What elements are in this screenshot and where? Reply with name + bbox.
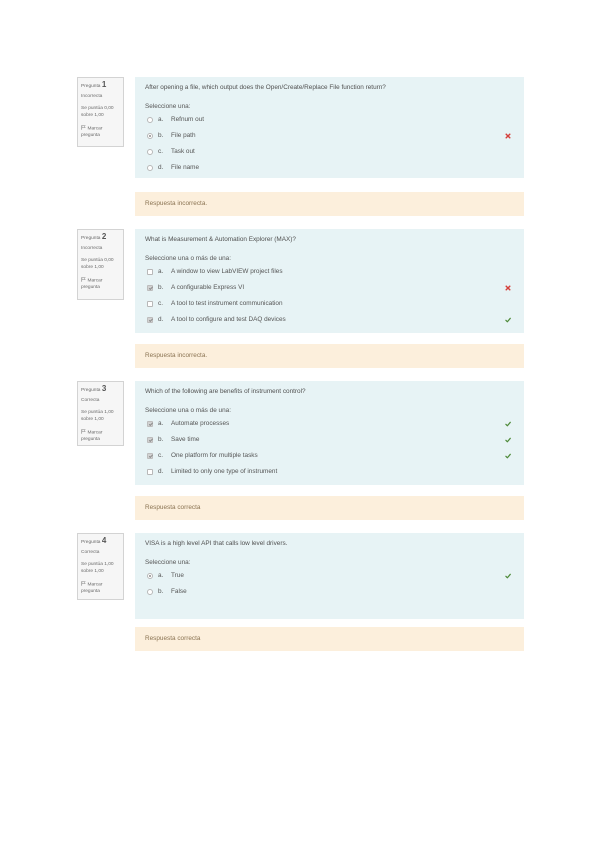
question-content xyxy=(135,229,524,333)
checkbox[interactable] xyxy=(147,469,153,475)
option-letter: b. xyxy=(158,436,164,443)
checkbox[interactable] xyxy=(147,453,153,459)
question-state: Correcta xyxy=(81,397,100,403)
option-text: Refnum out xyxy=(171,116,205,123)
check-icon xyxy=(505,453,511,459)
flag-question-label: Marcar pregunta xyxy=(81,126,103,138)
answer-option xyxy=(145,584,514,600)
question-number-value: 3 xyxy=(101,384,107,393)
feedback-text: Respuesta correcta xyxy=(145,635,201,642)
answer-prompt: Seleccione una: xyxy=(145,103,191,110)
radio-button[interactable] xyxy=(147,165,153,171)
radio-button[interactable] xyxy=(147,589,153,595)
cross-icon xyxy=(505,133,511,139)
question-number-label: Pregunta xyxy=(81,236,101,241)
flag-question-link[interactable] xyxy=(81,125,120,140)
feedback-box xyxy=(135,344,524,368)
option-text: A tool to configure and test DAQ devices xyxy=(171,316,286,323)
answer-option xyxy=(145,160,514,176)
answer-prompt: Seleccione una: xyxy=(145,559,191,566)
answer-option xyxy=(145,264,514,280)
question-text: Which of the following are benefits of instrument control? xyxy=(145,388,306,395)
question-text: What is Measurement & Automation Explorer (MAX)? xyxy=(145,236,296,243)
answer-prompt: Seleccione una o más de una: xyxy=(145,407,231,414)
question-grade: Se puntúa 0,00 sobre 1,00 xyxy=(81,257,114,270)
option-letter: b. xyxy=(158,284,164,291)
flag-question-label: Marcar pregunta xyxy=(81,430,103,442)
option-letter: d. xyxy=(158,164,164,171)
flag-question-label: Marcar pregunta xyxy=(81,582,103,594)
question-content xyxy=(135,381,524,485)
answer-option xyxy=(145,296,514,312)
question-state: Incorrecta xyxy=(81,93,103,99)
option-text: A tool to test instrument communication xyxy=(171,300,283,307)
question-text: After opening a file, which output does the Open/Create/Replace File function return? xyxy=(145,84,386,91)
feedback-box xyxy=(135,496,524,520)
option-letter: a. xyxy=(158,268,164,275)
check-icon xyxy=(505,317,511,323)
answer-list xyxy=(145,264,514,328)
feedback-text: Respuesta correcta xyxy=(145,504,201,511)
answer-list xyxy=(145,416,514,480)
option-text: A window to view LabVIEW project files xyxy=(171,268,283,275)
flag-icon xyxy=(81,429,86,434)
option-text: Save time xyxy=(171,436,200,443)
option-text: File name xyxy=(171,164,200,171)
question-number-value: 4 xyxy=(101,536,107,545)
radio-button[interactable] xyxy=(147,117,153,123)
answer-option xyxy=(145,144,514,160)
question-state: Correcta xyxy=(81,549,100,555)
option-text: Automate processes xyxy=(171,420,230,427)
option-letter: d. xyxy=(158,316,164,323)
radio-button[interactable] xyxy=(147,133,153,139)
question-info xyxy=(77,533,124,600)
option-letter: c. xyxy=(158,300,163,307)
answer-option xyxy=(145,568,514,584)
feedback-text: Respuesta incorrecta. xyxy=(145,200,208,207)
flag-question-link[interactable] xyxy=(81,581,120,596)
answer-option xyxy=(145,416,514,432)
option-letter: d. xyxy=(158,468,164,475)
answer-option xyxy=(145,464,514,480)
question-grade: Se puntúa 0,00 sobre 1,00 xyxy=(81,105,114,118)
question-grade: Se puntúa 1,00 sobre 1,00 xyxy=(81,561,114,574)
question-info xyxy=(77,77,124,147)
flag-icon xyxy=(81,581,86,586)
checkbox[interactable] xyxy=(147,285,153,291)
question-number xyxy=(81,80,120,90)
answer-prompt: Seleccione una o más de una: xyxy=(145,255,231,262)
option-letter: c. xyxy=(158,148,163,155)
question-text: VISA is a high level API that calls low level drivers. xyxy=(145,540,288,547)
question-grade: Se puntúa 1,00 sobre 1,00 xyxy=(81,409,114,422)
option-letter: a. xyxy=(158,572,164,579)
answer-option xyxy=(145,432,514,448)
option-text: File path xyxy=(171,132,196,139)
question-number xyxy=(81,232,120,242)
question-number xyxy=(81,536,120,546)
option-text: Limited to only one type of instrument xyxy=(171,468,278,475)
answer-option xyxy=(145,112,514,128)
check-icon xyxy=(505,437,511,443)
answer-option xyxy=(145,448,514,464)
answer-option xyxy=(145,312,514,328)
question-number-value: 2 xyxy=(101,232,107,241)
check-icon xyxy=(505,573,511,579)
option-letter: a. xyxy=(158,420,164,427)
feedback-text: Respuesta incorrecta. xyxy=(145,352,208,359)
answer-option xyxy=(145,280,514,296)
answer-list xyxy=(145,112,514,176)
question-info xyxy=(77,229,124,300)
flag-icon xyxy=(81,125,86,130)
checkbox[interactable] xyxy=(147,301,153,307)
option-letter: b. xyxy=(158,588,164,595)
checkbox[interactable] xyxy=(147,317,153,323)
question-number-label: Pregunta xyxy=(81,84,101,89)
option-text: Task out xyxy=(171,148,195,155)
flag-question-link[interactable] xyxy=(81,429,120,444)
question-number-value: 1 xyxy=(101,80,107,89)
option-text: True xyxy=(171,572,184,579)
radio-button[interactable] xyxy=(147,149,153,155)
option-text: False xyxy=(171,588,187,595)
question-number xyxy=(81,384,120,394)
option-letter: b. xyxy=(158,132,164,139)
question-content xyxy=(135,533,524,619)
flag-icon xyxy=(81,277,86,282)
feedback-box xyxy=(135,627,524,651)
check-icon xyxy=(505,421,511,427)
checkbox[interactable] xyxy=(147,269,153,275)
question-state: Incorrecta xyxy=(81,245,103,251)
answer-list xyxy=(145,568,514,600)
feedback-box xyxy=(135,192,524,216)
flag-question-label: Marcar pregunta xyxy=(81,278,103,290)
flag-question-link[interactable] xyxy=(81,277,120,292)
option-text: A configurable Express VI xyxy=(171,284,245,291)
answer-option xyxy=(145,128,514,144)
radio-button[interactable] xyxy=(147,573,153,579)
question-number-label: Pregunta xyxy=(81,388,101,393)
checkbox[interactable] xyxy=(147,437,153,443)
question-content xyxy=(135,77,524,178)
option-text: One platform for multiple tasks xyxy=(171,452,258,459)
question-number-label: Pregunta xyxy=(81,540,101,545)
option-letter: c. xyxy=(158,452,163,459)
cross-icon xyxy=(505,285,511,291)
option-letter: a. xyxy=(158,116,164,123)
question-info xyxy=(77,381,124,446)
checkbox[interactable] xyxy=(147,421,153,427)
